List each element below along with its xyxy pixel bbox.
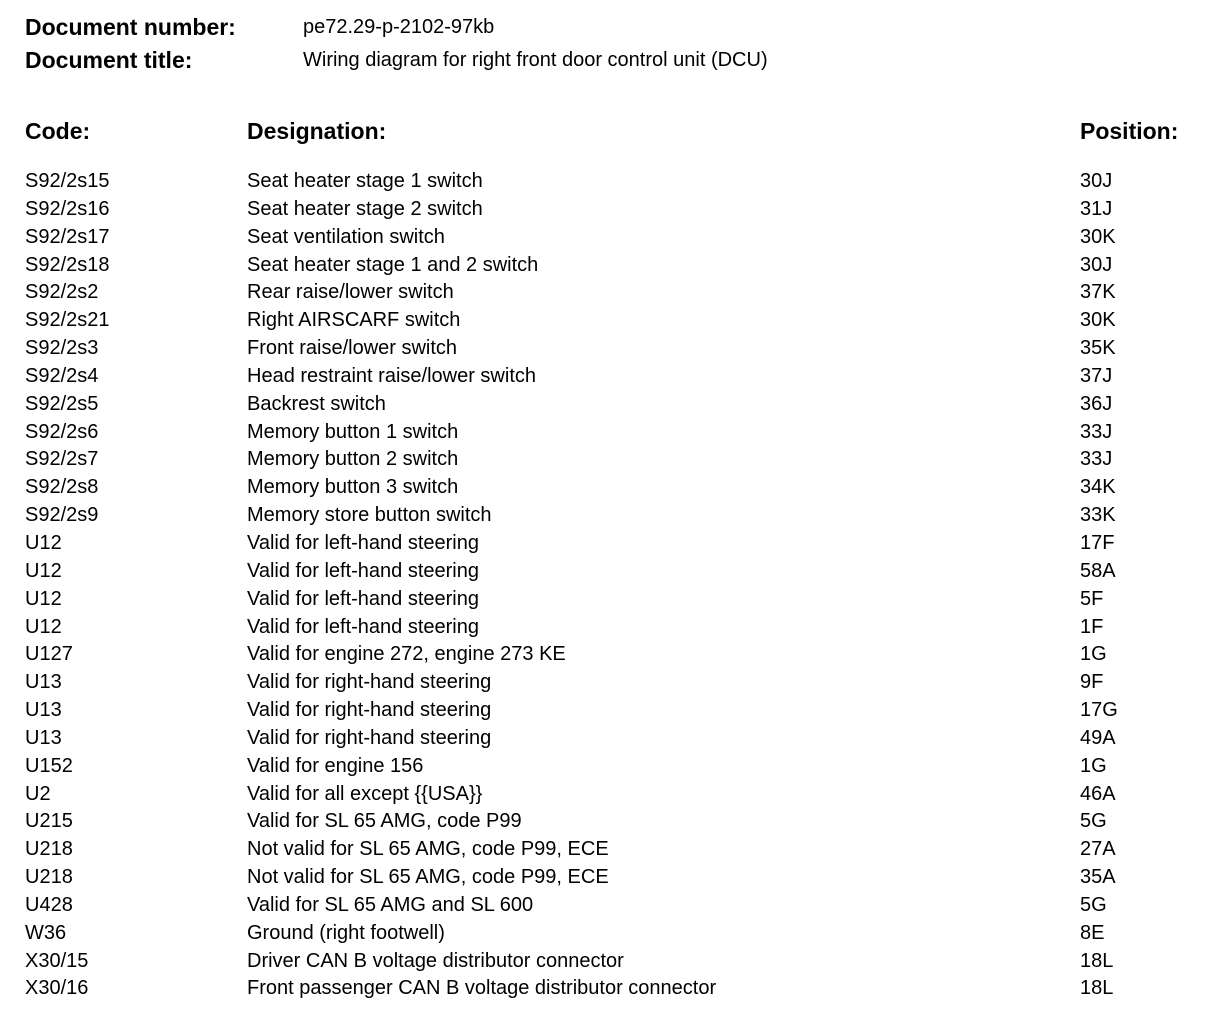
- row-code: S92/2s8: [25, 476, 99, 499]
- table-row: [0, 755, 1222, 783]
- document-title-label: Document title:: [25, 47, 193, 73]
- table-row: [0, 922, 1222, 950]
- row-code: S92/2s4: [25, 364, 99, 387]
- table-row: [0, 421, 1222, 449]
- row-designation: Memory button 1 switch: [247, 420, 459, 443]
- row-position: 1F: [1080, 615, 1104, 638]
- row-code: U12: [25, 559, 62, 582]
- row-designation: Valid for right-hand steering: [247, 699, 492, 722]
- row-designation: Seat heater stage 1 and 2 switch: [247, 253, 539, 276]
- row-position: 18L: [1080, 949, 1114, 972]
- row-designation: Front raise/lower switch: [247, 337, 458, 360]
- row-designation: Valid for left-hand steering: [247, 587, 479, 610]
- row-designation: Seat heater stage 2 switch: [247, 197, 483, 220]
- table-row: [0, 810, 1222, 838]
- row-code: S92/2s16: [25, 197, 110, 220]
- row-code: X30/16: [25, 977, 89, 1000]
- document-title-value: Wiring diagram for right front door control unit (DCU): [303, 49, 768, 71]
- row-code: W36: [25, 921, 67, 944]
- row-position: 30K: [1080, 225, 1116, 248]
- table-row: [0, 727, 1222, 755]
- table-row: [0, 866, 1222, 894]
- row-position: 34K: [1080, 476, 1116, 499]
- row-position: 27A: [1080, 838, 1116, 861]
- row-position: 18L: [1080, 977, 1114, 1000]
- row-code: U2: [25, 782, 51, 805]
- table-row: [0, 170, 1222, 198]
- table-row: [0, 254, 1222, 282]
- row-designation: Valid for SL 65 AMG, code P99: [247, 810, 522, 833]
- row-designation: Valid for engine 272, engine 273 KE: [247, 643, 566, 666]
- row-designation: Seat heater stage 1 switch: [247, 170, 483, 192]
- row-code: S92/2s9: [25, 504, 99, 527]
- row-designation: Valid for right-hand steering: [247, 726, 492, 749]
- row-code: U428: [25, 893, 73, 916]
- table-row: [0, 950, 1222, 978]
- row-designation: Seat ventilation switch: [247, 225, 445, 248]
- table-row: [0, 309, 1222, 337]
- row-position: 30K: [1080, 309, 1116, 332]
- row-position: 5G: [1080, 893, 1107, 916]
- row-designation: Not valid for SL 65 AMG, code P99, ECE: [247, 866, 609, 889]
- row-code: U127: [25, 643, 73, 666]
- table-row: [0, 671, 1222, 699]
- row-position: 17G: [1080, 699, 1118, 722]
- table-row: [0, 783, 1222, 811]
- table-row: [0, 198, 1222, 226]
- row-position: 30J: [1080, 253, 1113, 276]
- table-row: [0, 393, 1222, 421]
- row-code: X30/15: [25, 949, 89, 972]
- table-row: [0, 894, 1222, 922]
- header-code: Code:: [25, 118, 91, 144]
- row-position: 9F: [1080, 671, 1104, 694]
- row-position: 37K: [1080, 281, 1116, 304]
- row-designation: Memory button 3 switch: [247, 476, 459, 499]
- row-position: 35K: [1080, 337, 1116, 360]
- row-code: U12: [25, 615, 62, 638]
- row-position: 31J: [1080, 197, 1113, 220]
- row-designation: Valid for all except {{USA}}: [247, 782, 483, 805]
- row-code: U215: [25, 810, 73, 833]
- header-designation: Designation:: [247, 118, 387, 144]
- row-position: 49A: [1080, 726, 1116, 749]
- row-position: 30J: [1080, 170, 1113, 192]
- table-row: [0, 226, 1222, 254]
- document-number-value: pe72.29-p-2102-97kb: [303, 16, 495, 38]
- table-row: [0, 476, 1222, 504]
- row-code: S92/2s17: [25, 225, 110, 248]
- row-designation: Front passenger CAN B voltage distributor connector: [247, 977, 717, 1000]
- table-row: [0, 337, 1222, 365]
- row-designation: Valid for left-hand steering: [247, 531, 479, 554]
- row-designation: Rear raise/lower switch: [247, 281, 454, 304]
- table-row: [0, 560, 1222, 588]
- row-designation: Valid for left-hand steering: [247, 615, 479, 638]
- row-code: U152: [25, 754, 73, 777]
- row-code: S92/2s18: [25, 253, 110, 276]
- row-position: 17F: [1080, 531, 1115, 554]
- row-code: S92/2s7: [25, 448, 99, 471]
- row-position: 46A: [1080, 782, 1116, 805]
- row-position: 58A: [1080, 559, 1116, 582]
- table-row: [0, 643, 1222, 671]
- row-designation: Valid for right-hand steering: [247, 671, 492, 694]
- row-designation: Head restraint raise/lower switch: [247, 364, 536, 387]
- table-row: [0, 699, 1222, 727]
- row-code: S92/2s21: [25, 309, 110, 332]
- row-position: 36J: [1080, 392, 1113, 415]
- row-code: S92/2s6: [25, 420, 99, 443]
- row-position: 1G: [1080, 643, 1107, 666]
- row-designation: Memory store button switch: [247, 504, 492, 527]
- table-row: [0, 504, 1222, 532]
- row-position: 1G: [1080, 754, 1107, 777]
- row-designation: Backrest switch: [247, 392, 386, 415]
- row-position: 35A: [1080, 866, 1116, 889]
- table-row: [0, 365, 1222, 393]
- row-code: S92/2s15: [25, 170, 110, 192]
- table-row: [0, 838, 1222, 866]
- row-code: U13: [25, 726, 62, 749]
- table-row: [0, 616, 1222, 644]
- table-row: [0, 588, 1222, 616]
- row-code: U13: [25, 699, 62, 722]
- row-designation: Not valid for SL 65 AMG, code P99, ECE: [247, 838, 609, 861]
- row-position: 8E: [1080, 921, 1105, 944]
- row-code: U218: [25, 866, 73, 889]
- row-position: 37J: [1080, 364, 1113, 387]
- row-code: U13: [25, 671, 62, 694]
- row-designation: Right AIRSCARF switch: [247, 309, 461, 332]
- row-position: 5F: [1080, 587, 1104, 610]
- row-code: S92/2s3: [25, 337, 99, 360]
- row-designation: Driver CAN B voltage distributor connector: [247, 949, 624, 972]
- row-position: 5G: [1080, 810, 1107, 833]
- document-number-label: Document number:: [25, 14, 236, 40]
- row-code: U12: [25, 587, 62, 610]
- row-code: U218: [25, 838, 73, 861]
- table-body: [0, 170, 1222, 1005]
- table-row: [0, 448, 1222, 476]
- row-position: 33J: [1080, 448, 1113, 471]
- row-designation: Valid for left-hand steering: [247, 559, 479, 582]
- row-position: 33K: [1080, 504, 1116, 527]
- row-designation: Ground (right footwell): [247, 921, 445, 944]
- row-designation: Valid for SL 65 AMG and SL 600: [247, 893, 534, 916]
- table-row: [0, 977, 1222, 1005]
- row-position: 33J: [1080, 420, 1113, 443]
- table-row: [0, 532, 1222, 560]
- header-position: Position:: [1080, 118, 1179, 144]
- row-designation: Valid for engine 156: [247, 754, 424, 777]
- row-code: S92/2s5: [25, 392, 99, 415]
- row-code: S92/2s2: [25, 281, 99, 304]
- table-row: [0, 281, 1222, 309]
- row-code: U12: [25, 531, 62, 554]
- row-designation: Memory button 2 switch: [247, 448, 459, 471]
